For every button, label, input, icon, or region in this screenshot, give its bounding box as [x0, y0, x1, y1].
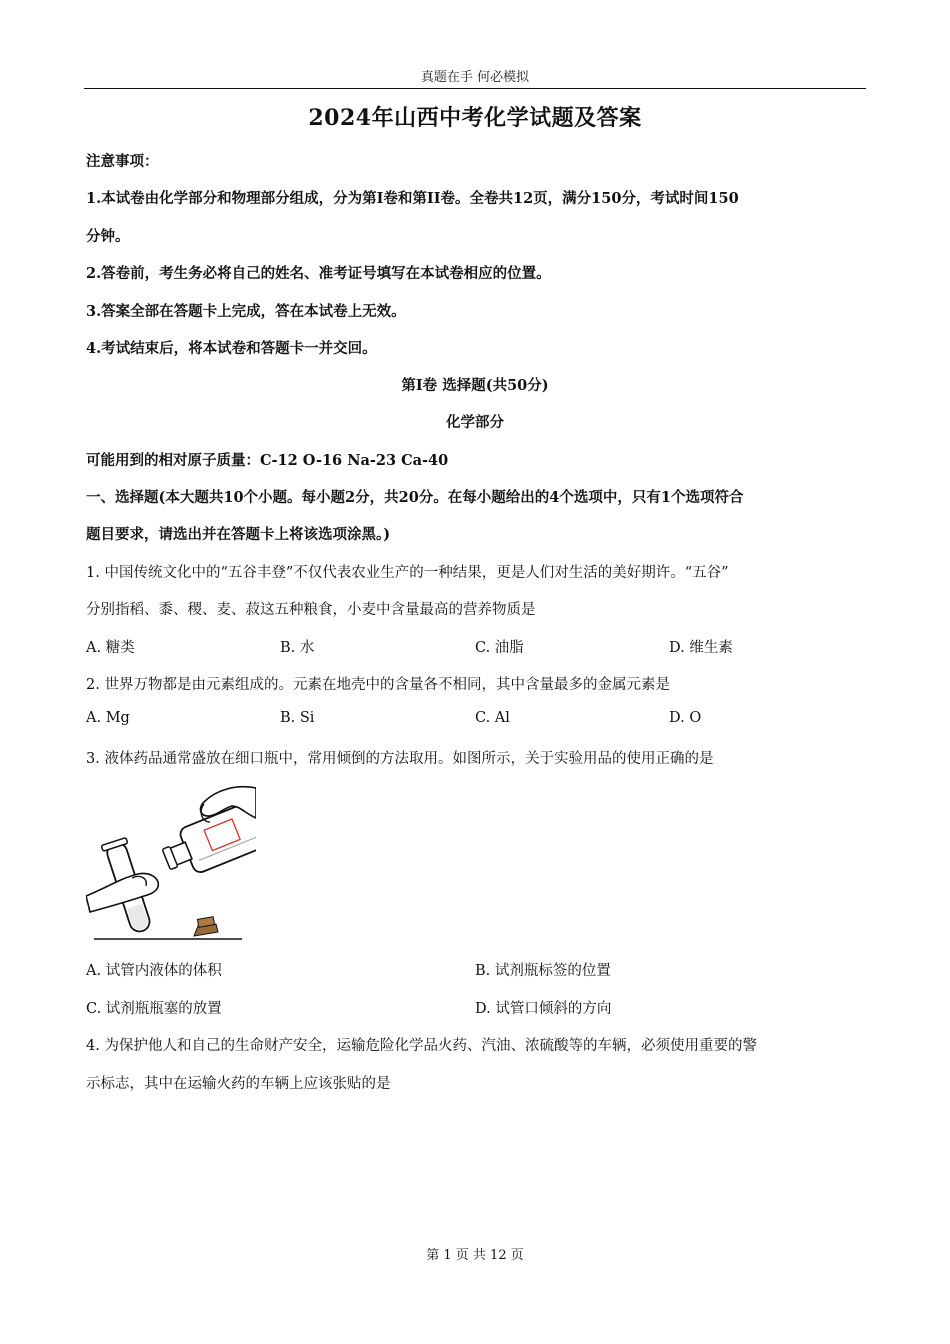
question-4-stem-cont: 示标志，其中在运输火药的车辆上应该张贴的是: [86, 1076, 391, 1092]
notes-heading: 注意事项：: [86, 153, 159, 170]
question-1-stem: 1. 中国传统文化中的“五谷丰登”不仅代表农业生产的一种结果，更是人们对生活的美好期许。“五谷”: [86, 565, 729, 581]
page-footer: 第 1 页 共 12 页: [426, 1248, 524, 1263]
question-3-option-c: C. 试剂瓶瓶塞的放置: [86, 1001, 222, 1017]
question-4-stem: 4. 为保护他人和自己的生命财产安全，运输危险化学品火药、汽油、浓硫酸等的车辆，必须使用重要的警: [86, 1038, 757, 1054]
volume-heading: 第Ⅰ卷 选择题(共50分): [401, 377, 549, 394]
notes-item-1-cont: 分钟。: [86, 228, 130, 245]
question-2-option-a: A. Mg: [86, 710, 130, 726]
notes-item-2: 2.答卷前，考生务必将自己的姓名、准考证号填写在本试卷相应的位置。: [86, 265, 551, 282]
question-2-option-d: D. O: [669, 710, 702, 726]
question-1-option-b: B. 水: [280, 640, 315, 656]
notes-item-4: 4.考试结束后，将本试卷和答题卡一并交回。: [86, 340, 377, 357]
question-2-stem: 2. 世界万物都是由元素组成的。元素在地壳中的含量各不相同，其中含量最多的金属元素是: [86, 677, 670, 693]
question-1-option-c: C. 油脂: [475, 640, 524, 656]
question-3-option-d: D. 试管口倾斜的方向: [475, 1001, 612, 1017]
question-1-stem-cont: 分别指稻、黍、稷、麦、菽这五种粮食，小麦中含量最高的营养物质是: [86, 602, 536, 618]
section-instructions-cont: 题目要求，请选出并在答题卡上将该选项涂黑。): [86, 526, 391, 543]
question-2-option-b: B. Si: [280, 710, 315, 726]
question-3-option-a: A. 试管内液体的体积: [86, 963, 222, 979]
question-1-option-a: A. 糖类: [86, 640, 135, 656]
question-1-option-d: D. 维生素: [669, 640, 733, 656]
notes-item-3: 3.答案全部在答题卡上完成，答在本试卷上无效。: [86, 303, 406, 320]
pouring-liquid-illustration: [86, 778, 256, 948]
atomic-mass-line: 可能用到的相对原子质量：C-12 O-16 Na-23 Ca-40: [86, 452, 449, 469]
page-header: 真题在手 何必模拟: [420, 70, 530, 85]
question-3-stem: 3. 液体药品通常盛放在细口瓶中，常用倾倒的方法取用。如图所示，关于实验用品的使用正确的是: [86, 751, 714, 767]
question-3-option-b: B. 试剂瓶标签的位置: [475, 963, 611, 979]
notes-item-1: 1.本试卷由化学部分和物理部分组成，分为第Ⅰ卷和第II卷。全卷共12页，满分150分，考试时间150: [86, 190, 739, 207]
section-instructions: 一、选择题(本大题共10个小题。每小题2分，共20分。在每小题给出的4个选项中，只有1个选项符合: [86, 489, 744, 506]
part-heading: 化学部分: [446, 414, 504, 431]
page-title: 2024年山西中考化学试题及答案: [308, 105, 642, 131]
question-2-option-c: C. Al: [475, 710, 510, 726]
header-divider: [84, 88, 866, 89]
